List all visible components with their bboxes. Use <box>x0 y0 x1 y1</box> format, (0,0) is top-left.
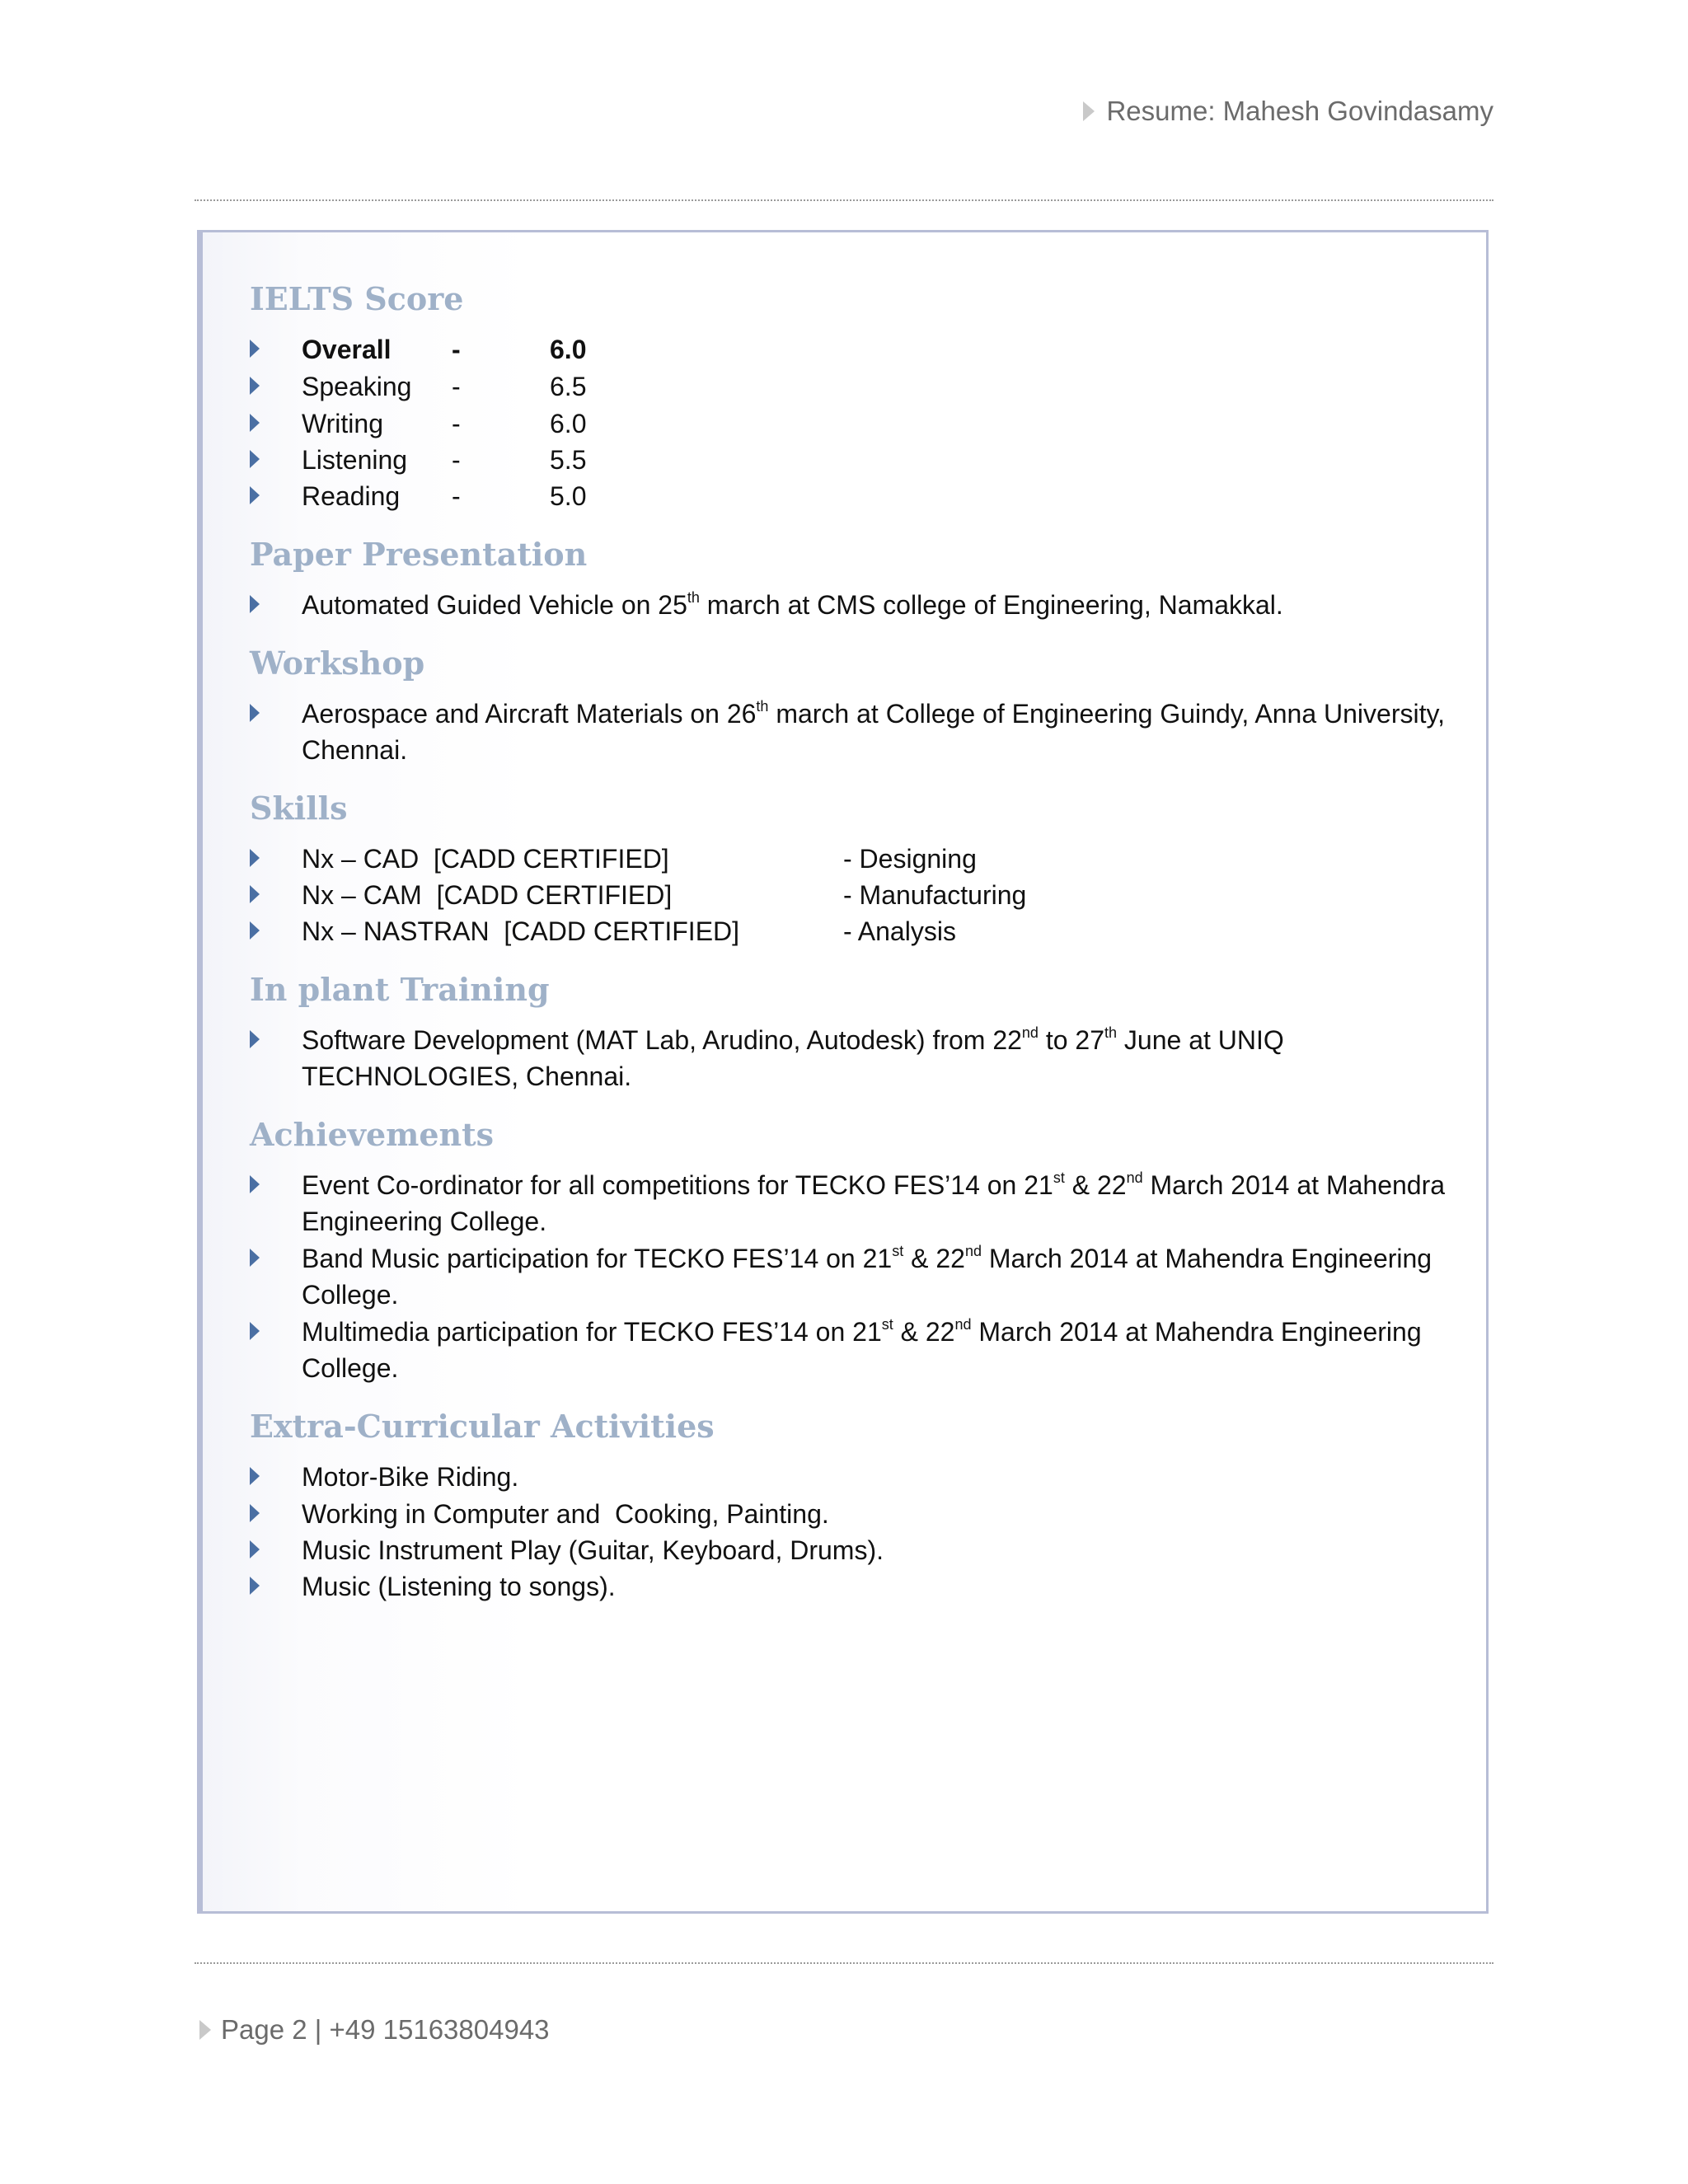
ielts-score: 5.0 <box>550 481 587 511</box>
section-title-training: In plant Training <box>250 971 550 1008</box>
bullet-icon <box>250 1504 260 1522</box>
bullet-icon <box>250 1175 260 1193</box>
bullet-icon <box>250 849 260 867</box>
skill-role: - Manufacturing <box>843 880 1027 910</box>
paper-text: Automated Guided Vehicle on 25th march at CMS college of Engineering, Namakkal. <box>302 589 1283 620</box>
page-footer <box>199 2014 550 2046</box>
bullet-icon <box>250 414 260 432</box>
skill-name: Nx – NASTRAN [CADD CERTIFIED] <box>302 916 740 946</box>
ielts-score: 6.0 <box>550 409 587 438</box>
workshop-text: Aerospace and Aircraft Materials on 26th march at College of Engineering Guindy, Anna University, Chennai. <box>302 698 1445 765</box>
ielts-dash: - <box>452 445 461 475</box>
ielts-dash: - <box>452 409 461 438</box>
extra-text: Music (Listening to songs). <box>302 1572 616 1601</box>
bullet-icon <box>250 486 260 504</box>
bullet-icon <box>250 1249 260 1267</box>
section-title-ielts: IELTS Score <box>250 280 464 317</box>
section-title-skills: Skills <box>250 790 348 827</box>
skill-name: Nx – CAD [CADD CERTIFIED] <box>302 844 669 874</box>
ielts-score: 5.5 <box>550 445 587 475</box>
header-text: Resume: Mahesh Govindasamy <box>1106 96 1493 126</box>
bullet-icon <box>250 921 260 940</box>
footer-text: Page 2 | +49 15163804943 <box>221 2014 550 2045</box>
extra-text: Motor-Bike Riding. <box>302 1462 519 1492</box>
footer-triangle-icon <box>199 2020 211 2040</box>
skill-role: - Designing <box>843 844 977 874</box>
bullet-icon <box>250 885 260 903</box>
section-title-achievements: Achievements <box>250 1116 495 1153</box>
ielts-score: 6.0 <box>550 335 587 364</box>
bullet-icon <box>250 1577 260 1595</box>
bullet-icon <box>250 1030 260 1048</box>
ielts-score: 6.5 <box>550 372 587 401</box>
header-divider <box>195 199 1493 201</box>
ielts-dash: - <box>452 335 461 364</box>
achievement-text: Event Co-ordinator for all competitions for TECKO FES’14 on 21st & 22nd March 2014 at Mahendra Engineering College. <box>302 1169 1446 1236</box>
section-title-paper: Paper Presentation <box>250 536 588 573</box>
skill-name: Nx – CAM [CADD CERTIFIED] <box>302 880 673 910</box>
skill-role: - Analysis <box>843 916 956 946</box>
bullet-icon <box>250 704 260 722</box>
bullet-icon <box>250 1322 260 1340</box>
ielts-dash: - <box>452 481 461 511</box>
ielts-label: Writing <box>302 409 383 438</box>
ielts-label: Reading <box>302 481 401 511</box>
bullet-icon <box>250 595 260 613</box>
section-title-extra: Extra-Curricular Activities <box>250 1408 715 1445</box>
ielts-label: Overall <box>302 335 392 364</box>
bullet-icon <box>250 1540 260 1558</box>
achievement-text: Multimedia participation for TECKO FES’14 on 21st & 22nd March 2014 at Mahendra Engineering College. <box>302 1316 1422 1383</box>
page-header <box>1083 96 1493 127</box>
bullet-icon <box>250 450 260 468</box>
training-text: Software Development (MAT Lab, Arudino, Autodesk) from 22nd to 27th June at UNIQ TECHNOLOGIES, Chennai. <box>302 1024 1284 1091</box>
bullet-icon <box>250 377 260 395</box>
ielts-label: Speaking <box>302 372 412 401</box>
footer-divider <box>195 1962 1493 1964</box>
bullet-icon <box>250 340 260 358</box>
achievement-text: Band Music participation for TECKO FES’14 on 21st & 22nd March 2014 at Mahendra Engineering College. <box>302 1243 1432 1310</box>
section-title-workshop: Workshop <box>250 644 425 682</box>
extra-text: Music Instrument Play (Guitar, Keyboard, Drums). <box>302 1535 884 1565</box>
bullet-icon <box>250 1467 260 1485</box>
extra-text: Working in Computer and Cooking, Painting. <box>302 1499 829 1529</box>
ielts-label: Listening <box>302 445 408 475</box>
ielts-dash: - <box>452 372 461 401</box>
header-triangle-icon <box>1083 101 1095 121</box>
